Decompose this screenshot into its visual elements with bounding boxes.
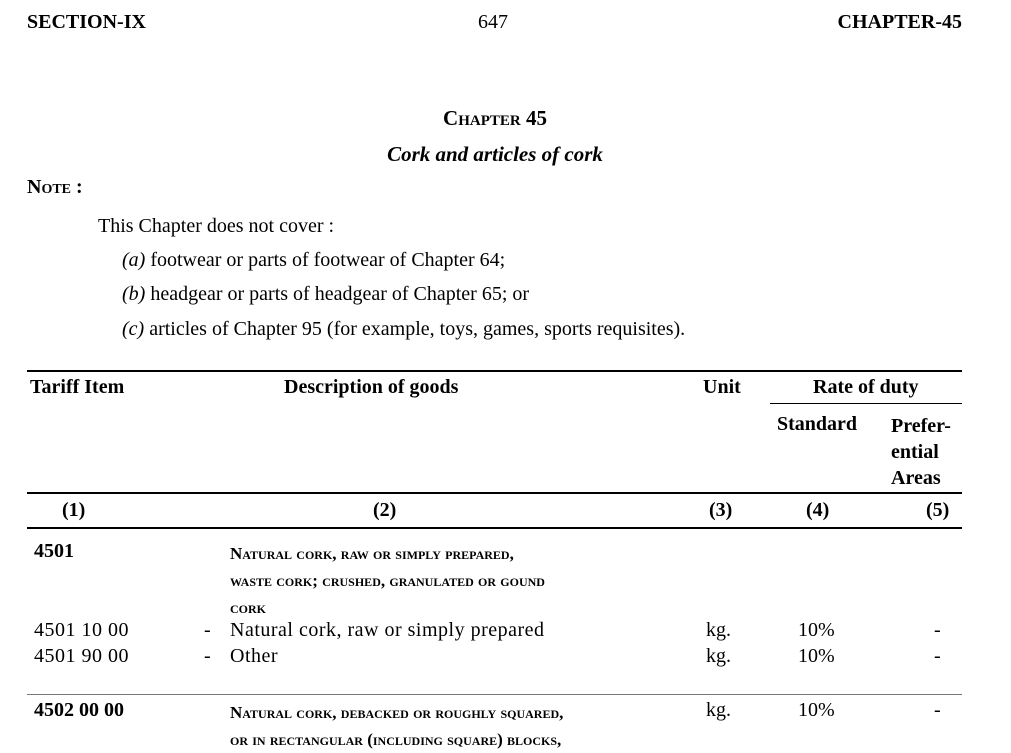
header-bottom-rule bbox=[27, 492, 962, 494]
chapter-title: Chapter 45 bbox=[443, 106, 547, 130]
unit-value: kg. bbox=[706, 699, 731, 721]
page-number: 647 bbox=[478, 11, 508, 33]
dash-marker: - bbox=[204, 645, 211, 667]
rate-of-duty-rule bbox=[770, 403, 962, 404]
tariff-item-code: 4501 90 00 bbox=[34, 645, 129, 667]
preferential-rate: - bbox=[934, 645, 941, 667]
header-tariff-item: Tariff Item bbox=[30, 376, 125, 398]
section-label: SECTION-IX bbox=[27, 11, 146, 33]
description-line: Natural cork, debacked or roughly squared, bbox=[230, 703, 564, 722]
standard-rate: 10% bbox=[798, 699, 835, 721]
tariff-item-code: 4501 10 00 bbox=[34, 619, 129, 641]
header-preferential-line: Prefer- bbox=[891, 415, 951, 437]
heading-description bbox=[230, 699, 563, 753]
header-standard: Standard bbox=[777, 413, 858, 435]
unit-value: kg. bbox=[706, 619, 731, 641]
note-item-text: footwear or parts of footwear of Chapter 64; bbox=[145, 249, 506, 271]
row-separator bbox=[27, 694, 962, 695]
tariff-item-code: 4502 00 00 bbox=[34, 699, 124, 721]
header-unit: Unit bbox=[703, 376, 741, 398]
unit-value: kg. bbox=[706, 645, 731, 667]
column-number-4: (4) bbox=[806, 499, 830, 521]
description-line: cork bbox=[230, 598, 266, 617]
header-preferential-line: ential bbox=[891, 441, 939, 463]
note-item-letter: (b) bbox=[122, 283, 146, 305]
description-line: or in rectangular (including square) blocks, bbox=[230, 730, 562, 749]
column-number-2: (2) bbox=[373, 499, 397, 521]
column-number-3: (3) bbox=[709, 499, 733, 521]
note-item-text: headgear or parts of headgear of Chapter 65; or bbox=[145, 283, 530, 305]
table-top-rule bbox=[27, 370, 962, 372]
description-text: Natural cork, raw or simply prepared bbox=[230, 619, 545, 641]
heading-description bbox=[230, 540, 545, 621]
note-item-letter: (c) bbox=[122, 318, 145, 340]
chapter-subtitle: Cork and articles of cork bbox=[387, 142, 603, 166]
standard-rate: 10% bbox=[798, 619, 835, 641]
note-item-c bbox=[122, 318, 685, 341]
note-item-letter: (a) bbox=[122, 249, 146, 271]
standard-rate: 10% bbox=[798, 645, 835, 667]
note-intro: This Chapter does not cover : bbox=[98, 215, 335, 237]
chapter-label: CHAPTER-45 bbox=[837, 11, 962, 33]
note-item-text: articles of Chapter 95 (for example, toys, games, sports requisites). bbox=[144, 318, 686, 340]
header-preferential bbox=[891, 413, 951, 491]
description-text: Other bbox=[230, 645, 279, 667]
header-description: Description of goods bbox=[284, 376, 459, 398]
preferential-rate: - bbox=[934, 699, 941, 721]
tariff-item-code: 4501 bbox=[34, 540, 74, 562]
note-label: Note : bbox=[27, 176, 83, 198]
dash-marker: - bbox=[204, 619, 211, 641]
column-number-rule bbox=[27, 527, 962, 529]
note-item-a bbox=[122, 249, 505, 272]
description-line: Natural cork, raw or simply prepared, bbox=[230, 544, 514, 563]
column-number-1: (1) bbox=[62, 499, 86, 521]
note-item-b bbox=[122, 283, 529, 306]
description-line: waste cork; crushed, granulated or gound bbox=[230, 571, 545, 590]
preferential-rate: - bbox=[934, 619, 941, 641]
column-number-5: (5) bbox=[926, 499, 950, 521]
header-rate-of-duty: Rate of duty bbox=[813, 376, 919, 398]
header-preferential-line: Areas bbox=[891, 467, 941, 489]
